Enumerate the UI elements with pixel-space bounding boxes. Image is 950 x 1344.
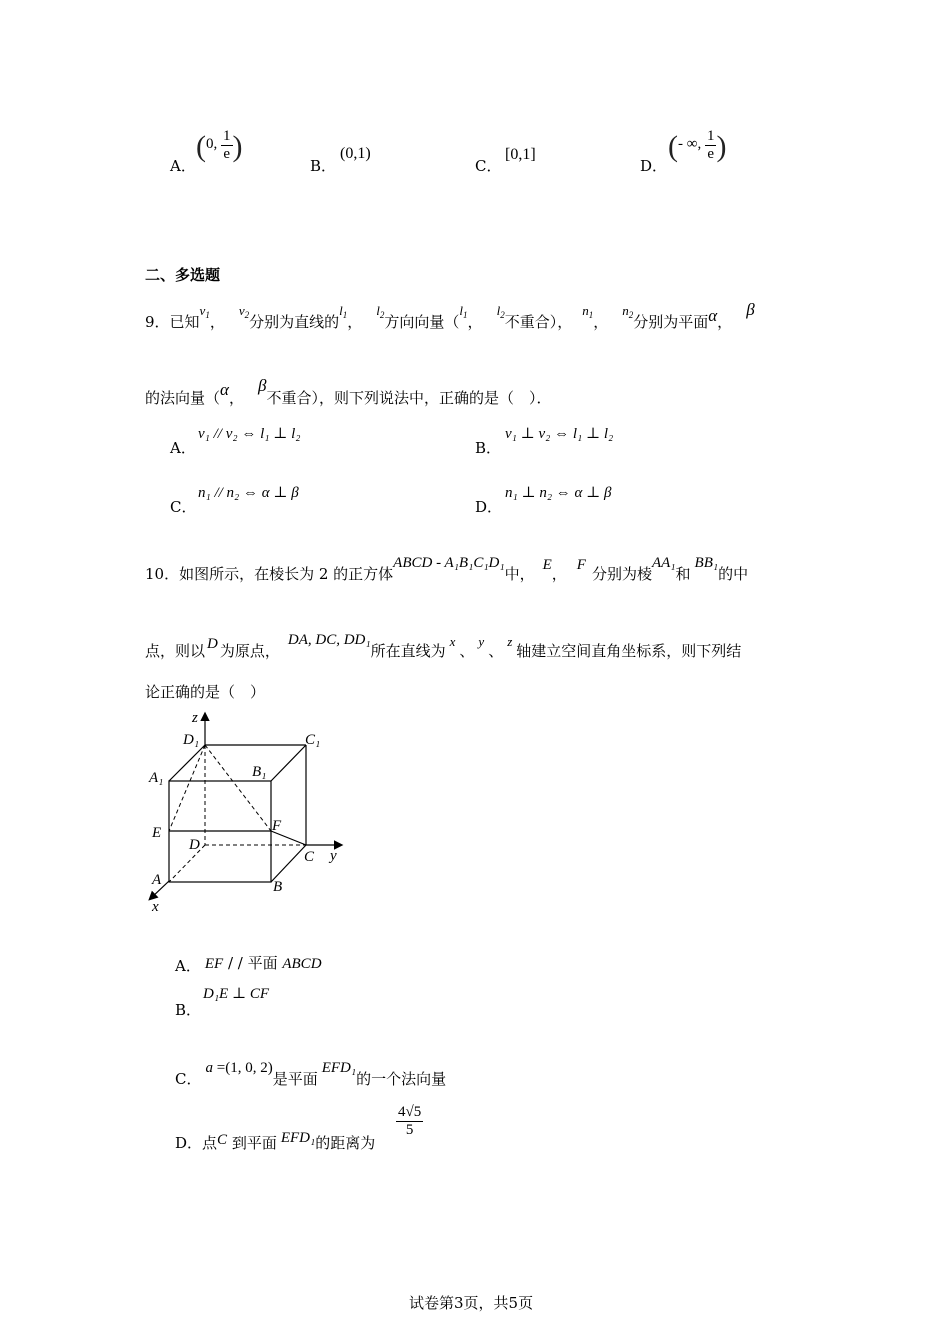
comma: ，	[228, 389, 244, 407]
n2: $n_2$	[622, 303, 634, 320]
q10-option-b: D₁E ⊥ CF	[203, 986, 269, 1002]
sep: 、	[459, 642, 475, 660]
q9-option-d: n₁ ⊥ n₂ ⇔ α ⊥ β	[505, 485, 612, 501]
q8-option-a	[170, 155, 196, 176]
q8-option-b-expr: (0,1)	[340, 145, 371, 162]
axis-y: y	[478, 634, 485, 649]
q8-option-d-label: D．	[640, 157, 668, 175]
q9-option-c-label: C．	[170, 498, 197, 516]
text: 是平面	[272, 1070, 318, 1088]
sep: 、	[488, 642, 504, 660]
text: 分别为棱	[591, 565, 652, 583]
label-b: B	[273, 879, 283, 895]
label-d: D	[189, 837, 200, 853]
l1b: $l_1$	[459, 303, 468, 320]
text: 到平面	[227, 1134, 277, 1152]
frac-den: e	[707, 146, 715, 162]
option-label: C．	[175, 1070, 202, 1088]
label-d1: D₁	[183, 732, 200, 748]
axis-z: z	[507, 634, 513, 649]
comma: ，	[593, 313, 609, 331]
text: 分别为平面	[633, 313, 709, 331]
text: / / 平面	[223, 954, 283, 972]
vector-a: a	[205, 1060, 213, 1076]
label-c1: C₁	[305, 732, 321, 748]
frac-den: 5	[405, 1122, 414, 1138]
cube-name: ABCD - A₁B₁C₁D₁	[393, 555, 505, 571]
text: 的一个法向量	[356, 1070, 447, 1088]
plane-abcd: ABCD	[282, 956, 322, 972]
n1: $n_1$	[582, 303, 594, 320]
comma: ，	[347, 313, 363, 331]
text: 为原点，	[219, 642, 280, 660]
label-e: E	[152, 825, 162, 841]
q10-line1	[145, 555, 748, 584]
q10-line2	[145, 632, 741, 661]
l2b: $l_2$	[496, 303, 505, 320]
expr-text: - ∞,	[678, 136, 705, 152]
q8-option-d-expr: (- ∞, $\frac{1}{e}$ )	[668, 128, 727, 163]
q10-option-d-fraction	[396, 1104, 423, 1139]
q10-line3: 论正确的是（ ）	[145, 683, 266, 701]
label-z: z	[192, 710, 198, 726]
label-x: x	[152, 899, 159, 915]
q10-option-a	[175, 952, 322, 976]
text: 轴建立空间直角坐标系，则下列结	[516, 642, 742, 660]
beta: β	[746, 300, 755, 319]
plane-efd1: EFD₁	[321, 1060, 357, 1076]
label-c: C	[304, 849, 315, 865]
q8-option-a-expr: (0, $\frac{1}{e}$ )	[196, 128, 243, 163]
frac-num: 4√5	[398, 1104, 422, 1120]
axis-x: x	[449, 634, 456, 649]
q9-option-c: n₁ // n₂ ⇔ α ⊥ β	[198, 485, 299, 501]
text: 分别为直线的	[249, 313, 340, 331]
option-label: A．	[175, 957, 201, 975]
l2: $l_2$	[376, 303, 385, 320]
expr-text: 0,	[206, 136, 221, 152]
q9-number: 9．已知	[145, 313, 200, 331]
comma: ，	[717, 313, 733, 331]
q9-line1	[145, 300, 755, 332]
page-footer: 试卷第3页，共5页	[409, 1294, 534, 1312]
point-c: C	[217, 1132, 228, 1148]
label-y: y	[330, 848, 337, 864]
text: 中，	[504, 565, 535, 583]
option-label: D．	[175, 1134, 203, 1152]
comma: ，	[467, 313, 483, 331]
label-a: A	[152, 872, 162, 888]
q10-option-c	[175, 1060, 446, 1089]
v1: $v_1$	[199, 303, 210, 320]
v2: $v_2$	[238, 303, 250, 320]
q9-option-a-label: A．	[170, 439, 196, 457]
point-d: D	[207, 636, 218, 652]
q10-option-b-label: B．	[175, 1001, 202, 1019]
label-f: F	[272, 818, 282, 834]
label-b1: B₁	[252, 764, 267, 780]
q8-option-c-label: C．	[475, 157, 502, 175]
text: 不重合），	[504, 313, 573, 331]
vector-value: =(1, 0, 2)	[212, 1060, 273, 1076]
point-f: F	[576, 557, 586, 573]
frac-num: 1	[706, 128, 715, 144]
text: 所在直线为	[370, 642, 446, 660]
edge-bb1: BB₁	[694, 555, 719, 571]
text: 点，则以	[145, 642, 206, 660]
l1: $l_1$	[339, 303, 348, 320]
q9-option-b-label: B．	[475, 439, 502, 457]
text: 的法向量（	[145, 389, 221, 407]
plane-efd1: EFD₁	[280, 1130, 316, 1146]
section-title: 二、多选题	[145, 266, 221, 284]
comma: ，	[209, 313, 225, 331]
segment-ef: EF	[204, 956, 224, 972]
text: 不重合），则下列说法中，正确的是（ ）．	[266, 389, 552, 407]
frac-num: 1	[223, 128, 231, 144]
q10-number: 10．如图所示，在棱长为 2 的正方体	[145, 565, 394, 583]
text: 和	[675, 565, 691, 583]
q9-option-a: v₁ // v₂ ⇔ l₁ ⊥ l₂	[198, 426, 301, 442]
alpha: α	[220, 380, 229, 399]
point-e: E	[542, 557, 552, 573]
text: 的距离为	[315, 1134, 376, 1152]
label-a1: A₁	[149, 770, 164, 786]
edge-aa1: AA₁	[651, 555, 676, 571]
beta: β	[257, 376, 267, 395]
frac-den: e	[223, 146, 231, 162]
text: 点	[202, 1134, 218, 1152]
q9-option-b: v₁ ⊥ v₂ ⇔ l₁ ⊥ l₂	[505, 426, 614, 442]
option-label: A．	[170, 157, 196, 175]
q8-option-b-label: B．	[310, 157, 337, 175]
q10-option-d	[175, 1130, 375, 1153]
comma: ，	[551, 565, 567, 583]
text: 方向向量（	[384, 313, 460, 331]
cube-figure	[140, 706, 355, 916]
q9-option-d-label: D．	[475, 498, 503, 516]
q8-option-c-expr: [0,1]	[505, 146, 536, 163]
axes-list: DA, DC, DD₁	[287, 632, 371, 648]
alpha: α	[708, 306, 718, 325]
q9-line2	[145, 376, 551, 408]
text: 的中	[718, 565, 749, 583]
